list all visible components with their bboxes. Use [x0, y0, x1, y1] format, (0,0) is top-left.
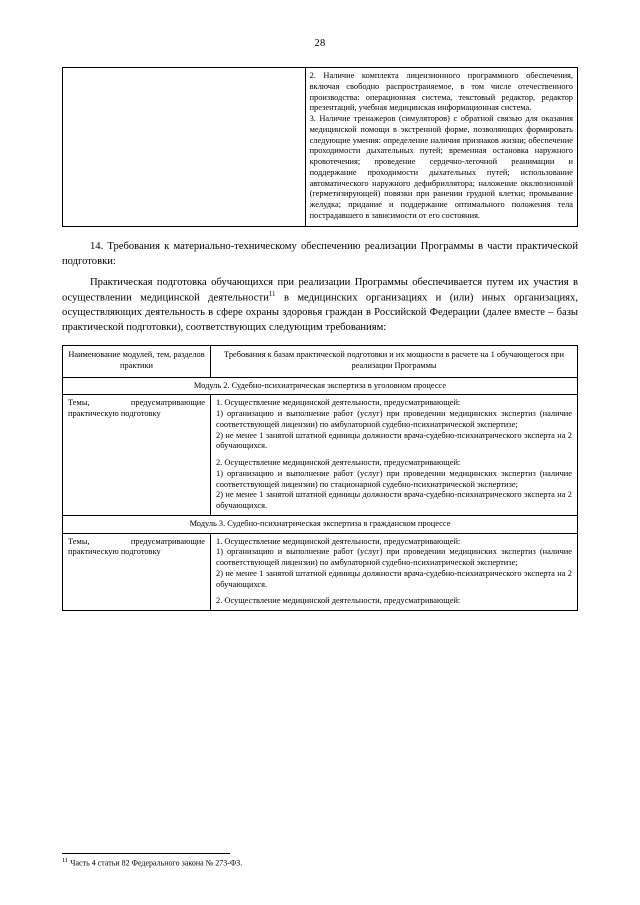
practical-training-bases-table — [62, 345, 578, 611]
requirement-item-2: 2. Наличие комплекта лицензионного программного обеспечения, включая свободно распространяемое, в том числе отечественного производства: операционная система, текстовый редактор, редактор презентаций, учебная медицинская информационная система. — [309, 71, 573, 113]
req-line: 2) не менее 1 занятой штатной единицы должности врача-судебно-психиатрического эксперта на 2 обучающихся. — [216, 490, 572, 511]
table-header-modules: Наименование модулей, тем, разделов практики — [63, 346, 211, 378]
req-line: 2. Осуществление медицинской деятельности, предусматривающей: — [216, 596, 461, 606]
table-row — [63, 68, 578, 227]
page-number: 28 — [314, 38, 326, 49]
row-label-themes-1: Темы, предусматривающие практическую подготовку — [63, 395, 211, 516]
req-line: 1) организацию и выполнение работ (услуг) при проведении медицинских экспертиз (наличие соответствующей лицензии) по амбулаторной судебно-психиатрической экспертизе; — [216, 547, 572, 568]
req-line: 1) организацию и выполнение работ (услуг) при проведении медицинских экспертиз (наличие соответствующей лицензии) по амбулаторной судебно-психиатрической экспертизе; — [216, 409, 572, 429]
paragraph-practical-part1: Практическая подготовка обучающихся при реализации Программы обеспечивается путем их участия в осуществлении медицинской деятельности — [62, 276, 578, 304]
footnote-reference: 11 — [268, 289, 276, 298]
table-header-row — [63, 346, 578, 378]
req-line: 1) организацию и выполнение работ (услуг) при проведении медицинских экспертиз (наличие соответствующей лицензии) по стационарной судебно-психиатрической экспертизе; — [216, 468, 572, 489]
table-row-module-2 — [63, 377, 578, 395]
row-label-themes-2: Темы, предусматривающие практическую подготовку — [63, 533, 211, 611]
footnote-divider — [62, 853, 230, 854]
req-line: 1. Осуществление медицинской деятельности, предусматривающей: — [216, 536, 461, 546]
footnote-body: Часть 4 статьи 82 Федерального закона № 273-ФЗ. — [68, 858, 243, 868]
row-body-requirements-1 — [211, 395, 578, 516]
footnote — [62, 857, 578, 869]
paragraph-practical-part2: в медицинских организациях и (или) иных организациях, осуществляющих деятельность в сфере охраны здоровья граждан в Российской Федерации (далее вместе – базы практической подготовки), соответствующих следующим требованиям: — [62, 292, 578, 334]
footnote-marker: 11 — [62, 856, 69, 864]
table-row — [63, 395, 578, 516]
req-line: 2) не менее 1 занятой штатной единицы должности врача-судебно-психиатрического эксперта на 2 обучающихся. — [216, 430, 572, 451]
paragraph-14: 14. Требования к материально-техническому обеспечению реализации Программы в части практической подготовки: — [62, 240, 578, 267]
paragraph-practical-training — [62, 275, 578, 336]
table-row-module-3 — [63, 515, 578, 533]
footnote-area — [62, 853, 578, 869]
req-line: 2) не менее 1 занятой штатной единицы должности врача-судебно-психиатрического эксперта на 2 обучающихся. — [216, 568, 572, 589]
row-body-requirements-2 — [211, 533, 578, 611]
table-cell-left-empty — [63, 68, 306, 227]
req-line: 1. Осуществление медицинской деятельности, предусматривающей: — [216, 398, 461, 408]
module-2-title: Модуль 2. Судебно-психиатрическая экспертиза в уголовном процессе — [63, 377, 578, 395]
table-header-requirements: Требования к базам практической подготовки и их мощности в расчете на 1 обучающегося при реализации Программы — [211, 346, 578, 378]
continued-requirements-table — [62, 67, 578, 227]
table-row — [63, 533, 578, 611]
table-cell-right-requirements — [305, 68, 577, 227]
module-3-title: Модуль 3. Судебно-психиатрическая экспертиза в гражданском процессе — [63, 515, 578, 533]
requirement-item-3: 3. Наличие тренажеров (симуляторов) с обратной связью для оказания медицинской помощи в экстренной форме, позволяющих формировать следующие умения: определение наличия признаков жизни; обеспечение проходимости дыхательных путей; временная остановка наружного кровотечения; проведение сердечно-легочной реанимации и поддержание проходимости дыхательных путей; использование автоматического наружного дефибриллятора; наложение окклюзионной (герметизирующей) повязки при ранении грудной клетки; промывание желудка; придание и поддержание оптимального положения тела пострадавшего в зависимости от его состояния. — [309, 114, 573, 220]
req-line: 2. Осуществление медицинской деятельности, предусматривающей: — [216, 458, 461, 468]
